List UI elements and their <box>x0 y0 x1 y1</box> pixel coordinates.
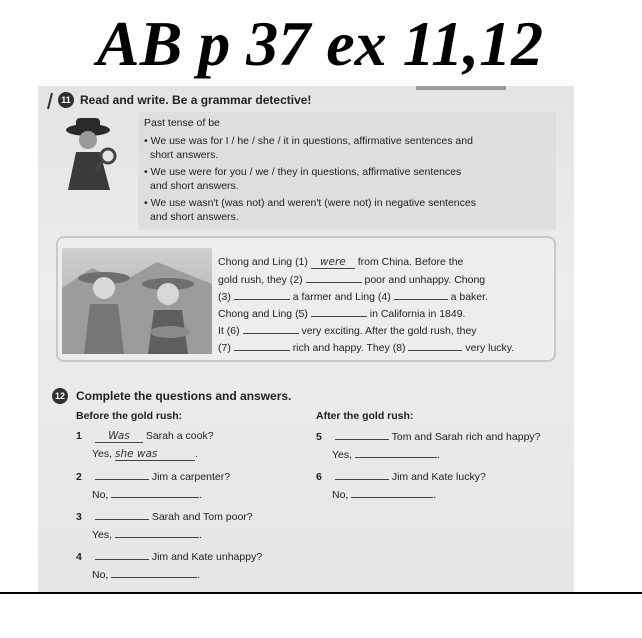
answer-q1: Was <box>95 430 143 443</box>
answer-blank[interactable] <box>234 341 290 351</box>
reading-text: poor and unhappy. Chong <box>364 274 486 286</box>
answer-blank[interactable] <box>95 510 149 520</box>
reply-text: Yes, <box>92 529 113 541</box>
reading-text: (3) <box>218 291 231 303</box>
question-4 <box>76 550 262 563</box>
question-3 <box>76 510 253 523</box>
page-title: AB p 37 ex 11,12 <box>96 8 544 79</box>
exercise-12-badge: 12 <box>52 388 68 404</box>
answer-blank[interactable] <box>351 488 433 498</box>
question-number: 3 <box>76 511 82 523</box>
reply-end: . <box>194 448 198 460</box>
reply-2 <box>92 488 202 501</box>
answer-reply-1: she was <box>115 448 195 461</box>
reply-text: No, <box>332 489 349 501</box>
question-text: Jim and Kate unhappy? <box>151 551 263 563</box>
reading-text: Chong and Ling (1) <box>218 256 308 268</box>
reply-6 <box>332 488 436 501</box>
exercise-12-heading: Complete the questions and answers. <box>76 389 292 403</box>
grammar-rule: short answers. <box>150 149 219 161</box>
workbook-photo <box>38 86 574 592</box>
answer-blank[interactable] <box>243 324 299 334</box>
reply-text: No, <box>92 489 109 501</box>
reply-text: Yes, <box>92 448 113 460</box>
grammar-rule: • We use wasn't (was not) and weren't (were not) in negative sentences <box>144 197 476 209</box>
miners-picture-icon <box>62 248 212 354</box>
reply-end: . <box>433 489 437 501</box>
answer-blank[interactable] <box>111 568 197 578</box>
question-number: 6 <box>316 471 322 483</box>
reading-text: a farmer and Ling (4) <box>292 291 391 303</box>
reply-text: No, <box>92 569 109 581</box>
exercise-11-badge: 11 <box>58 92 74 108</box>
question-5 <box>316 430 541 443</box>
reading-text: from China. Before the <box>357 256 464 268</box>
exercise-11-heading: Read and write. Be a grammar detective! <box>80 93 312 107</box>
reply-5 <box>332 448 440 461</box>
question-text: Jim a carpenter? <box>151 471 231 483</box>
answer-blank[interactable] <box>355 448 437 458</box>
reply-end: . <box>199 489 203 501</box>
before-heading: Before the gold rush: <box>76 410 183 422</box>
reply-4 <box>92 568 200 581</box>
question-text: Sarah a cook? <box>145 430 214 442</box>
answer-blank[interactable] <box>95 470 149 480</box>
reading-text: very exciting. After the gold rush, they <box>301 325 477 337</box>
reading-text: gold rush, they (2) <box>218 274 303 286</box>
question-number: 1 <box>76 430 82 442</box>
question-text: Jim and Kate lucky? <box>391 471 486 483</box>
reading-line-5 <box>218 324 477 337</box>
reading-line-3 <box>218 290 488 303</box>
reading-text: very lucky. <box>465 342 515 354</box>
detective-icon <box>54 116 122 192</box>
reply-3 <box>92 528 202 541</box>
reading-text: a baker. <box>450 291 488 303</box>
reading-line-2 <box>218 273 485 286</box>
question-number: 2 <box>76 471 82 483</box>
question-number: 5 <box>316 431 322 443</box>
reading-text: It (6) <box>218 325 240 337</box>
answer-1: were <box>311 256 355 269</box>
reply-end: . <box>198 529 202 541</box>
reply-end: . <box>197 569 201 581</box>
question-number: 4 <box>76 551 82 563</box>
pen-mark-icon <box>46 92 54 110</box>
grammar-rule: and short answers. <box>150 180 239 192</box>
question-text: Sarah and Tom poor? <box>151 511 253 523</box>
page-edge-strip <box>416 86 506 90</box>
answer-blank[interactable] <box>111 488 199 498</box>
reading-line-4 <box>218 307 465 320</box>
reading-text: in California in 1849. <box>369 308 466 320</box>
grammar-rule: • We use was for I / he / she / it in questions, affirmative sentences and <box>144 135 473 147</box>
question-1 <box>76 430 214 443</box>
grammar-rule: and short answers. <box>150 211 239 223</box>
after-heading: After the gold rush: <box>316 410 414 422</box>
gold-rush-illustration <box>62 248 212 354</box>
reading-text: (7) <box>218 342 231 354</box>
reply-text: Yes, <box>332 449 353 461</box>
answer-blank[interactable] <box>394 290 448 300</box>
answer-blank[interactable] <box>408 341 462 351</box>
reply-end: . <box>436 449 440 461</box>
reading-text: rich and happy. They (8) <box>292 342 406 354</box>
reply-1 <box>92 448 198 461</box>
question-text: Tom and Sarah rich and happy? <box>391 431 541 443</box>
reading-text: Chong and Ling (5) <box>218 308 308 320</box>
reading-line-1 <box>218 256 463 269</box>
answer-blank[interactable] <box>335 470 389 480</box>
answer-blank[interactable] <box>335 430 389 440</box>
answer-blank[interactable] <box>306 273 362 283</box>
answer-blank[interactable] <box>95 550 149 560</box>
question-2 <box>76 470 230 483</box>
bottom-divider <box>0 592 642 594</box>
grammar-title: Past tense of be <box>144 117 220 129</box>
grammar-rule: • We use were for you / we / they in questions, affirmative sentences <box>144 166 462 178</box>
answer-blank[interactable] <box>311 307 367 317</box>
answer-blank[interactable] <box>115 528 199 538</box>
question-6 <box>316 470 486 483</box>
answer-blank[interactable] <box>234 290 290 300</box>
reading-line-6 <box>218 341 514 354</box>
